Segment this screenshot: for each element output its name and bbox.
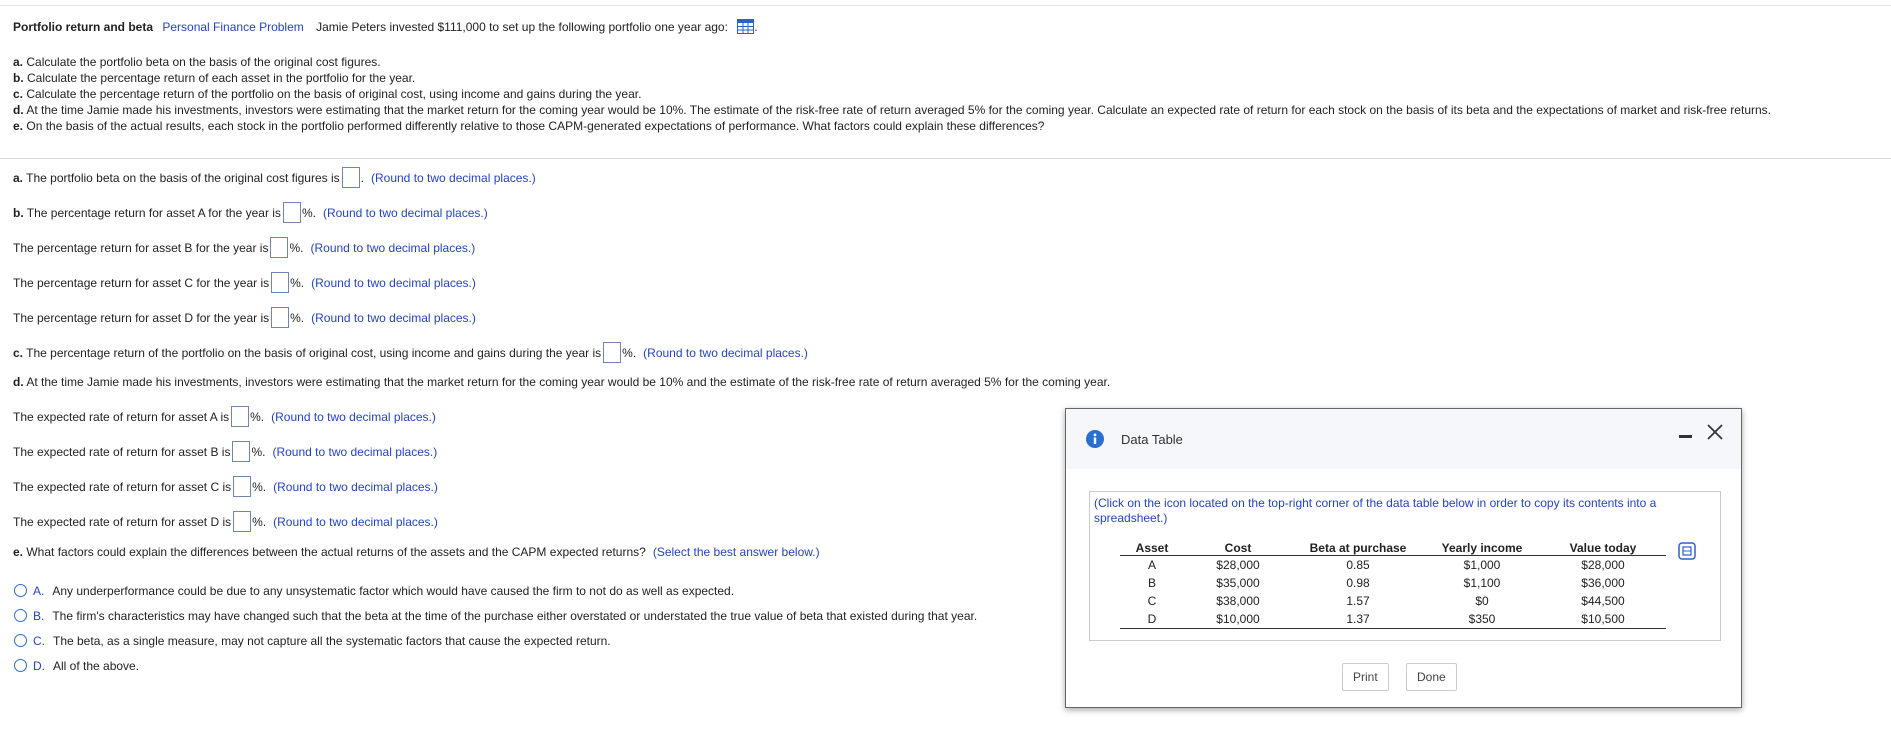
question-d: d. At the time Jamie made his investments, investors were estimating that the market return for the coming year would be 10%. The estimate of the risk-free rate of return averaged 5% for the coming year. Calculate an expected rate of return for each stock on the basis of its beta and the expectations of market and risk-free returns. [13,103,1771,117]
table-header-row [1120,540,1666,556]
round-hint: (Round to two decimal places.) [310,241,476,255]
answer-b-asset-a-row: b. The percentage return for asset A for the year is %. (Round to two decimal places.) [13,202,488,223]
info-icon [1086,430,1104,451]
column-header: Cost [1184,540,1292,556]
copy-instruction: (Click on the icon located on the top-right corner of the data table below in order to copy its contents into a spreadsheet.) [1094,496,1657,525]
column-header: Yearly income [1424,540,1540,556]
dialog-title: Data Table [1121,432,1183,447]
choice-c[interactable]: C. The beta, as a single measure, may not capture all the systematic factors that cause the expected return. [14,634,611,648]
answer-b-asset-c-row: The percentage return for asset C for the year is %. (Round to two decimal places.) [13,272,476,293]
question-e: e. On the basis of the actual results, each stock in the portfolio performed differently relative to those CAPM-generated expectations of performance. What factors could explain these differences? [13,119,1045,133]
question-b: b. Calculate the percentage return of each asset in the portfolio for the year. [13,71,416,85]
select-hint: (Select the best answer below.) [652,545,820,559]
radio-button[interactable] [14,584,27,597]
answer-d-asset-b-input[interactable] [232,441,250,462]
answer-d-intro: d. At the time Jamie made his investments, investors were estimating that the market return for the coming year would be 10% and the estimate of the risk-free rate of return averaged 5% for the coming year. [13,375,1111,389]
data-table-dialog [1065,408,1742,708]
answer-d-asset-d-input[interactable] [233,511,251,532]
column-header: Asset [1120,540,1184,556]
answer-b-asset-d-row: The percentage return for asset D for the year is %. (Round to two decimal places.) [13,307,476,328]
choice-d[interactable]: D. All of the above. [14,659,139,673]
choice-b[interactable]: B. The firm's characteristics may have changed such that the beta at the time of the purchase either overstated or understated the true value of beta that existed during that year. [14,609,977,623]
data-table-panel [1089,491,1721,641]
answer-d-asset-b-row: The expected rate of return for asset B is %. (Round to two decimal places.) [13,441,437,462]
answer-a-input[interactable] [342,167,360,188]
column-header: Beta at purchase [1292,540,1424,556]
round-hint: (Round to two decimal places.) [371,171,536,185]
round-hint: (Round to two decimal places.) [643,346,808,360]
problem-intro: Jamie Peters invested $111,000 to set up the following portfolio one year ago: [316,20,728,34]
radio-button[interactable] [14,634,27,647]
radio-button[interactable] [14,659,27,672]
question-a: a. Calculate the portfolio beta on the basis of the original cost figures. [13,55,381,69]
radio-button[interactable] [14,609,27,622]
round-hint: (Round to two decimal places.) [311,311,476,325]
close-icon[interactable] [1706,423,1724,444]
print-button[interactable]: Print [1342,663,1389,691]
round-hint: (Round to two decimal places.) [311,276,476,290]
answer-d-asset-a-input[interactable] [231,406,249,427]
answer-c-input[interactable] [603,342,621,363]
table-row: D $10,000 1.37 $350 $10,500 [1120,610,1666,629]
choice-a[interactable]: A. Any underperformance could be due to any unsystematic factor which would have caused the firm to not do as well as expected. [14,584,734,598]
round-hint: (Round to two decimal places.) [273,515,438,529]
minimize-icon[interactable] [1679,435,1692,438]
answer-e-prompt: e. What factors could explain the differences between the actual returns of the assets and the CAPM expected returns? (Select the best answer below.) [13,545,820,559]
answer-d-asset-a-row: The expected rate of return for asset A is %. (Round to two decimal places.) [13,406,436,427]
data-table-icon[interactable] [737,19,754,37]
answer-b-asset-c-input[interactable] [271,272,289,293]
top-divider [0,5,1891,6]
round-hint: (Round to two decimal places.) [322,206,488,220]
answer-d-asset-c-row: The expected rate of return for asset C is %. (Round to two decimal places.) [13,476,438,497]
answer-c-row: c. The percentage return of the portfolio on the basis of original cost, using income and gains during the year is %. (Round to two decimal places.) [13,342,808,363]
question-c: c. Calculate the percentage return of the portfolio on the basis of original cost, using income and gains during the year. [13,87,642,101]
column-header: Value today [1540,540,1666,556]
intro-period: . [754,20,758,34]
problem-title: Portfolio return and beta [13,20,154,34]
question-list [13,54,1883,134]
dialog-header [1066,409,1741,469]
answer-d-asset-c-input[interactable] [233,476,251,497]
round-hint: (Round to two decimal places.) [273,480,438,494]
table-row: C $38,000 1.57 $0 $44,500 [1147,594,1625,608]
round-hint: (Round to two decimal places.) [272,445,438,459]
round-hint: (Round to two decimal places.) [271,410,436,424]
section-divider [0,158,1891,159]
table-row: B $35,000 0.98 $1,100 $36,000 [1147,576,1625,590]
answer-b-asset-b-row: The percentage return for asset B for the year is %. (Round to two decimal places.) [13,237,475,258]
answer-a-row: a. The portfolio beta on the basis of the original cost figures is . (Round to two decimal places.) [13,167,536,188]
personal-finance-link[interactable]: Personal Finance Problem [162,20,304,34]
answer-b-asset-a-input[interactable] [283,202,301,223]
problem-header [13,19,758,37]
answer-b-asset-d-input[interactable] [271,307,289,328]
answer-b-asset-b-input[interactable] [270,237,288,258]
answer-d-asset-d-row: The expected rate of return for asset D is %. (Round to two decimal places.) [13,511,438,532]
portfolio-table [1120,540,1666,629]
copy-to-spreadsheet-icon[interactable] [1678,542,1696,563]
done-button[interactable]: Done [1406,663,1457,691]
table-row: A $28,000 0.85 $1,000 $28,000 [1147,558,1625,572]
